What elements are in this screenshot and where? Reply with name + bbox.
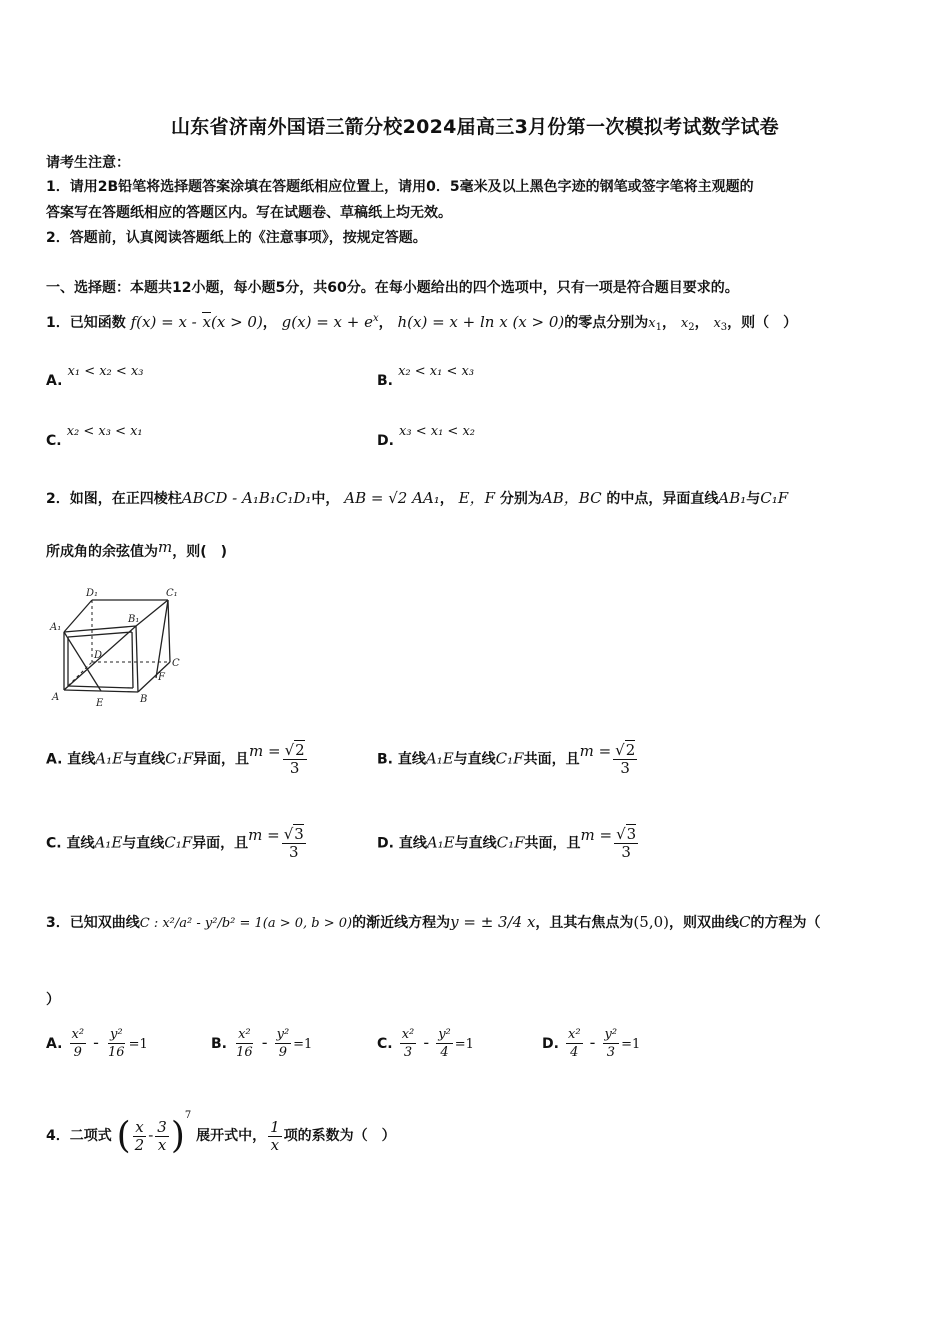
fig-label-b1: B₁ (128, 614, 140, 625)
q1-option-b[interactable]: B. $^{x_2 < x_1 < x_3}$ (377, 364, 475, 389)
notice-line-1: 1．请用2B铅笔将选择题答案涂填在答题纸相应位置上，请用0．5毫米及以上黑色字迹的钢笔或签字笔将主观题的 (46, 179, 754, 195)
q3-option-b[interactable]: B. $\frac{\text{x²}}{16}$ - $\frac{\text{y²}}{9}$ =1 (211, 1027, 313, 1060)
q1-option-c-text: x₂ < x₃ < x₁ (66, 424, 143, 439)
q2-option-d[interactable]: D. 直线A₁E与直线C₁F共面，且m = $\frac{√3}{3}$ (377, 825, 637, 861)
fig-label-f: F (158, 672, 165, 683)
fig-label-a1: A₁ (50, 622, 62, 633)
q2-option-b[interactable]: B. 直线A₁E与直线C₁F共面，且m = $\frac{√2}{3}$ (377, 741, 636, 777)
q1-option-a-text: x₁ < x₂ < x₃ (67, 364, 144, 379)
q3-option-d[interactable]: D. $\frac{\text{x²}}{4}$ - $\frac{\text{y²}}{3}$ =1 (542, 1027, 641, 1060)
q1-option-d-text: x₃ < x₁ < x₂ (399, 424, 475, 439)
fig-label-c1: C₁ (166, 588, 178, 599)
prism-figure (44, 582, 194, 712)
fig-label-d1: D₁ (86, 588, 99, 599)
q3-option-c[interactable]: C. $\frac{\text{x²}}{3}$ - $\frac{\text{y²}}{4}$ =1 (377, 1027, 474, 1060)
q2-option-a[interactable]: A. 直线A₁E与直线C₁F异面，且m = $\frac{√2}{3}$ (46, 741, 305, 777)
q1-option-b-text: x₂ < x₁ < x₃ (398, 364, 475, 379)
q1-option-c[interactable]: C. $^{x_2 < x_3 < x_1}$ (46, 424, 143, 449)
question-1: 1．已知函数 f(x) = x - x(x > 0)， $g(x) = x + e^x$， h(x) = x + ln x (x > 0)的零点分别为$x_1$， $x_2$， $x_3$，则（ ） (46, 313, 798, 333)
fig-label-c: C (172, 658, 180, 669)
page-title: 山东省济南外国语三箭分校2024届高三3月份第一次模拟考试数学试卷 (170, 116, 779, 138)
question-2-line2: 所成角的余弦值为m，则( ) (46, 538, 228, 560)
question-2: 2．如图，在正四棱柱ABCD - A₁B₁C₁D₁中， AB = √2 AA₁， E，F 分别为AB，BC 的中点，异面直线AB₁与C₁F (46, 489, 789, 507)
question-3-close: ） (46, 992, 60, 1008)
fig-label-b: B (140, 694, 148, 705)
q1-h: h(x) = x + ln x (x > 0) (397, 313, 565, 331)
q1-number: 1．已知函数 (46, 315, 126, 331)
q3-option-a[interactable]: A. $\frac{\text{x²}}{9}$ - $\frac{\text{y²}}{16}$ =1 (46, 1027, 148, 1060)
q1-f: f(x) = x - x(x > 0) (130, 313, 263, 331)
question-4: 4．二项式 ( $\frac{x}{2}$ - $\frac{3}{x}$ )$^7$ 展开式中， $\frac{1}{x}$ 项的系数为（ ） (46, 1110, 396, 1157)
notice-line-3: 2．答题前，认真阅读答题纸上的《注意事项》，按规定答题。 (46, 230, 427, 246)
q2-option-c[interactable]: C. 直线A₁E与直线C₁F异面，且m = $\frac{√3}{3}$ (46, 825, 304, 861)
notice-line-2: 答案写在答题纸相应的答题区内。写在试题卷、草稿纸上均无效。 (46, 205, 452, 221)
notice-heading: 请考生注意： (46, 155, 130, 171)
fig-label-a: A (52, 692, 60, 703)
q1-option-d[interactable]: D. $^{x_3 < x_1 < x_2}$ (377, 424, 475, 449)
q1-g: $g(x) = x + e^x$ (281, 313, 379, 331)
q1-tail: ，则（ ） (727, 315, 798, 331)
section-heading: 一、选择题：本题共12小题，每小题5分，共60分。在每小题给出的四个选项中，只有一项是符合题目要求的。 (46, 280, 739, 296)
fig-label-d: D (94, 650, 103, 661)
q1-text: 的零点分别为 (564, 315, 649, 331)
question-3: 3．已知双曲线C : x²/a² - y²/b² = 1(a > 0, b > 0)的渐近线方程为y = ± 3/4 x，且其右焦点为(5,0)，则双曲线C的方程为（ (46, 913, 821, 931)
fig-label-e: E (96, 698, 104, 709)
q1-option-a[interactable]: A. $^{x_1 < x_2 < x_3}$ (46, 364, 144, 389)
